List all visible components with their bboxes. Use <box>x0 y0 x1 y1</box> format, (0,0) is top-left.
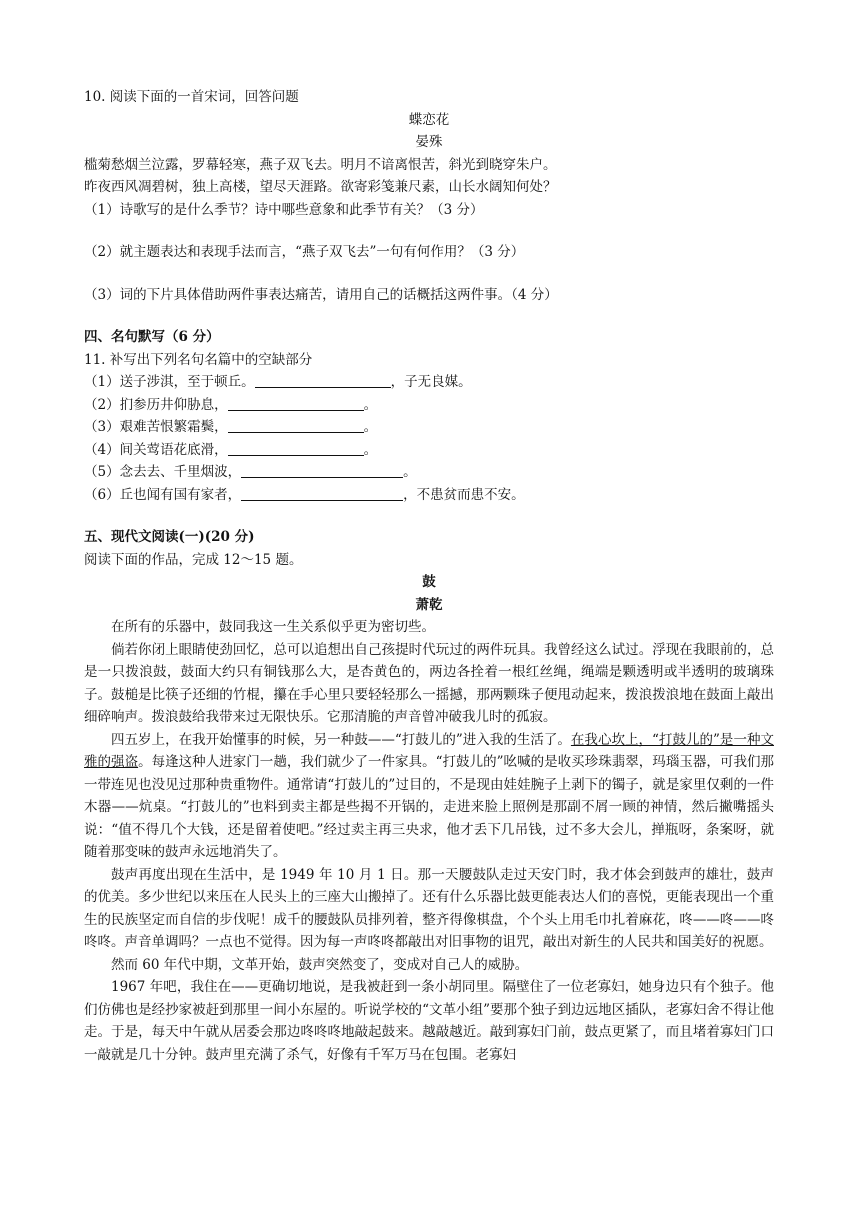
fill-item-4 <box>84 439 774 462</box>
essay-paragraph: 倘若你闭上眼睛使劲回忆，总可以追想出自己孩提时代玩过的两件玩具。我曾经这么试过。浮现在我眼前的，总是一只拨浪鼓，鼓面大约只有铜钱那么大，是杏黄色的，两边各拴着一根红丝绳，绳端是颗透明或半透明的玻璃珠子。鼓槌是比筷子还细的竹棍，攥在手心里只要轻轻那么一摇撼，那两颗珠子便甩动起来，拨浪拨浪地在鼓面上敲出细碎响声。拨浪鼓给我带来过无限快乐。它那清脆的声音曾冲破我儿时的孤寂。 <box>84 641 774 725</box>
fill-item-before: （4）间关莺语花底滑， <box>84 441 228 458</box>
q11-instruction: 11. 补写出下列名句名篇中的空缺部分 <box>84 351 313 368</box>
q10-question-2: （2）就主题表达和表现手法而言，“燕子双飞去”一句有何作用？（3 分） <box>84 244 525 260</box>
fill-item-after: 。 <box>363 441 378 458</box>
q10-question-1: （1）诗歌写的是什么季节？诗中哪些意象和此季节有关？（3 分） <box>84 201 484 218</box>
fill-item-1 <box>84 371 774 394</box>
section5-heading: 五、现代文阅读(一)(20 分) <box>84 529 255 545</box>
poet-name: 晏殊 <box>415 134 443 150</box>
fill-item-after: 。 <box>363 419 378 435</box>
answer-blank[interactable] <box>228 418 364 433</box>
fill-item-after: 。 <box>403 464 417 480</box>
essay-paragraph: 1967 年吧，我住在——更确切地说，是我被赶到一条小胡同里。隔壁住了一位老寡妇，她身边只有个独子。他们仿佛也是经抄家被赶到那里一间小东屋的。听说学校的“文革小组”要那个独子到边远地区插队，老寡妇舍不得让他走。于是，每天中午就从居委会那边咚咚咚地敲起鼓来。越敲越近。敲到寡妇门前，鼓点更紧了，而且堵着寡妇门口一敲就是几十分钟。鼓声里充满了杀气，好像有千军万马在包围。老寡妇 <box>84 979 774 1063</box>
essay-paragraph: 然而 60 年代中期，文革开始，鼓声突然变了，变成对自己人的威胁。 <box>111 956 529 973</box>
poem-line: 昨夜西风凋碧树，独上高楼，望尽天涯路。欲寄彩笺兼尺素，山长水阔知何处？ <box>84 179 557 195</box>
answer-blank[interactable] <box>228 396 364 411</box>
essay-title: 鼓 <box>422 574 436 590</box>
fill-item-6 <box>84 484 774 507</box>
fill-item-2 <box>84 394 774 417</box>
essay-paragraph <box>84 729 774 864</box>
essay-paragraph: 鼓声再度出现在生活中，是 1949 年 10 月 1 日。那一天腰鼓队走过天安门时，我才体会到鼓声的雄壮，鼓声的优美。多少世纪以来压在人民头上的三座大山搬掉了。还有什么乐器比鼓更能表达人们的喜悦，更能表现出一个重生的民族坚定而自信的步伐呢！成千的腰鼓队员排列着，整齐得像棋盘，个个头上用毛巾扎着麻花，咚——咚——咚咚咚。声音单调吗？一点也不觉得。因为每一声咚咚都敲出对旧事物的诅咒，敲出对新生的人民共和国美好的祝愿。 <box>84 866 774 950</box>
section5-instruction: 阅读下面的作品，完成 12～15 题。 <box>84 551 303 568</box>
q10-question-3: （3）词的下片具体借助两件事表达痛苦，请用自己的话概括这两件事。（4 分） <box>84 286 558 303</box>
fill-item-before: （5）念去去、千里烟波， <box>84 464 242 480</box>
exam-page <box>84 86 774 1066</box>
fill-item-3 <box>84 416 774 439</box>
essay-author: 萧乾 <box>415 596 443 613</box>
underlined-sentence: 在我心坎上，“打鼓儿的”是一种文雅的强盗 <box>84 731 774 770</box>
answer-blank[interactable] <box>241 486 403 501</box>
poem-title: 蝶恋花 <box>408 111 450 128</box>
fill-item-after: ，子无良媒。 <box>390 374 472 390</box>
essay-text: 四五岁上，在我开始懂事的时候，另一种鼓——“打鼓儿的”进入我的生活了。 <box>111 731 571 748</box>
poem-line: 槛菊愁烟兰泣露，罗幕轻寒，燕子双飞去。明月不谙离恨苦，斜光到晓穿朱户。 <box>84 156 557 173</box>
q10-title: 10. 阅读下面的一首宋词，回答问题 <box>84 89 299 105</box>
fill-item-before: （3）艰难苦恨繁霜鬓， <box>84 419 228 435</box>
essay-paragraph: 在所有的乐器中，鼓同我这一生关系似乎更为密切些。 <box>111 619 435 635</box>
answer-blank[interactable] <box>255 373 391 388</box>
answer-blank[interactable] <box>228 441 364 456</box>
fill-item-before: （2）扪参历井仰胁息， <box>84 396 228 413</box>
fill-item-after: 。 <box>363 396 378 413</box>
fill-item-5 <box>84 461 774 484</box>
fill-item-before: （6）丘也闻有国有家者， <box>84 486 242 503</box>
fill-item-before: （1）送子涉淇，至于顿丘。 <box>84 374 255 390</box>
section4-heading: 四、名句默写（6 分） <box>84 329 220 345</box>
essay-text: 。每逢这种人进家门一趟，我们就少了一件家具。“打鼓儿的”吆喊的是收买珍珠翡翠，玛瑙玉器，可我们那一带连见也没见过那种贵重物件。通常请“打鼓儿的”过目的，不是现由娃娃腕子上剥下的镯子，就是家里仅剩的一件木器——炕桌。“打鼓儿的”也料到卖主都是些揭不开锅的，走进来脸上照例是那副不屑一顾的神情，然后撇嘴摇头说：“值不得几个大钱，还是留着使吧。”经过卖主再三央求，他才丢下几吊钱，过不多大会儿，掸瓶呀，条案呀，就随着那变味的鼓声永远地消失了。 <box>84 754 774 860</box>
fill-item-after: ，不患贫而患不安。 <box>403 486 525 503</box>
answer-blank[interactable] <box>241 463 403 478</box>
